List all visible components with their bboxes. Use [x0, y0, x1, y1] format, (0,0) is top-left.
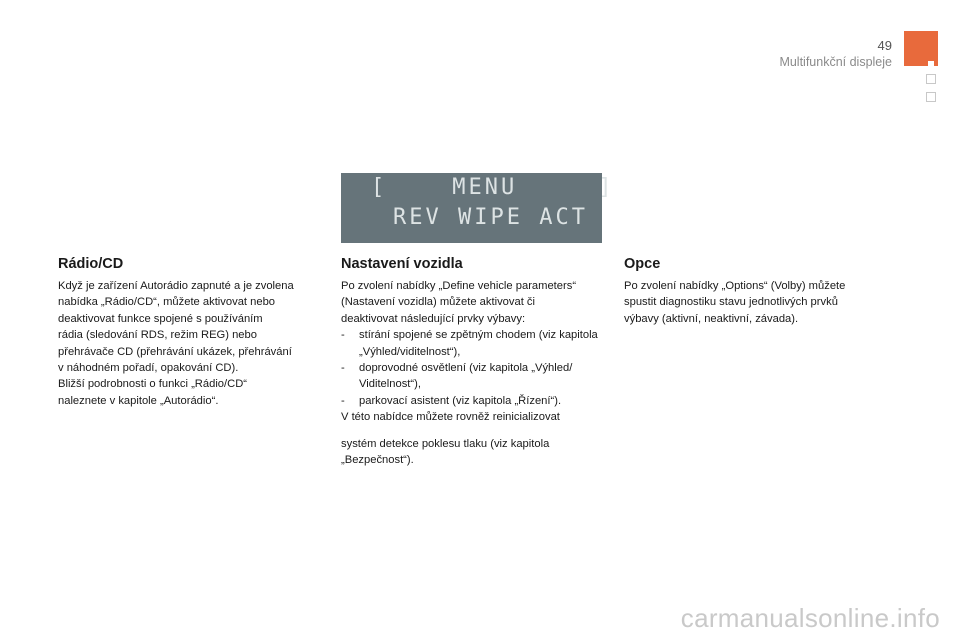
heading-radio-cd: Rádio/CD	[58, 256, 124, 272]
text-line: nabídka „Rádio/CD“, můžete aktivovat nebo	[58, 296, 276, 309]
text-line: systém detekce poklesu tlaku (viz kapitola	[341, 438, 550, 450]
text-line: deaktivovat následující prvky výbavy:	[341, 312, 526, 325]
section-title: Multifunkční displeje	[779, 55, 892, 69]
heading-options: Opce	[624, 256, 661, 272]
text-line: v náhodném pořadí, opakování CD).	[58, 362, 239, 375]
display-screen	[341, 173, 615, 243]
text-line: rádia (sledování RDS, režim REG) nebo	[58, 329, 257, 342]
text-line: Po zvolení nabídky „Options“ (Volby) můžete	[624, 280, 846, 292]
list-item-text: doprovodné osvětlení (viz kapitola „Výhled/ Viditelnost“),	[359, 362, 573, 391]
list-item: - stírání spojené se zpětným chodem (viz kapitola „Výhled/viditelnost“),	[341, 329, 598, 358]
watermark: carmanualsonline.info	[680, 603, 940, 633]
page-number: 49	[877, 38, 892, 53]
chapter-tab-box	[926, 74, 936, 84]
text-line: přehrávače CD (přehrávání ukázek, přehrávání	[58, 345, 292, 358]
text-line: výbavy (aktivní, neaktivní, závada).	[624, 312, 799, 325]
feature-list	[341, 327, 611, 409]
text-line: Když je zařízení Autorádio zapnuté a je zvolena	[58, 280, 294, 292]
list-item-text: stírání spojené se zpětným chodem (viz kapitola „Výhled/viditelnost“),	[359, 329, 598, 358]
chapter-tab-marker	[928, 61, 934, 67]
text-line: „Bezpečnost“).	[341, 454, 414, 467]
vehicle-settings-continuation	[341, 436, 611, 469]
text-line: Po zvolení nabídky „Define vehicle parameters“	[341, 280, 577, 292]
vehicle-settings-text	[341, 278, 611, 426]
heading-vehicle-settings: Nastavení vozidla	[341, 256, 463, 272]
text-line: Bližší podrobnosti o funkci „Rádio/CD“	[58, 378, 248, 391]
chapter-tab-box	[926, 92, 936, 102]
text-line: spustit diagnostiku stavu jednotlivých prvků	[624, 296, 838, 309]
text-line: (Nastavení vozidla) můžete aktivovat či	[341, 296, 535, 309]
radio-cd-text	[58, 278, 326, 409]
display-line-option: REV WIPE ACT	[393, 205, 588, 230]
list-item-text: parkovací asistent (viz kapitola „Řízení“).	[359, 394, 562, 407]
text-line: deaktivovat funkce spojené s používáním	[58, 312, 263, 325]
text-line: naleznete v kapitole „Autorádio“.	[58, 394, 219, 407]
text-line: V této nabídce můžete rovněž reinicializovat	[341, 411, 560, 424]
options-text	[624, 278, 884, 327]
display-line-menu: [ MENU ]	[371, 175, 615, 200]
list-item: - parkovací asistent (viz kapitola „Řízení“).	[341, 394, 562, 407]
list-item: - doprovodné osvětlení (viz kapitola „Výhled/ Viditelnost“),	[341, 362, 573, 391]
